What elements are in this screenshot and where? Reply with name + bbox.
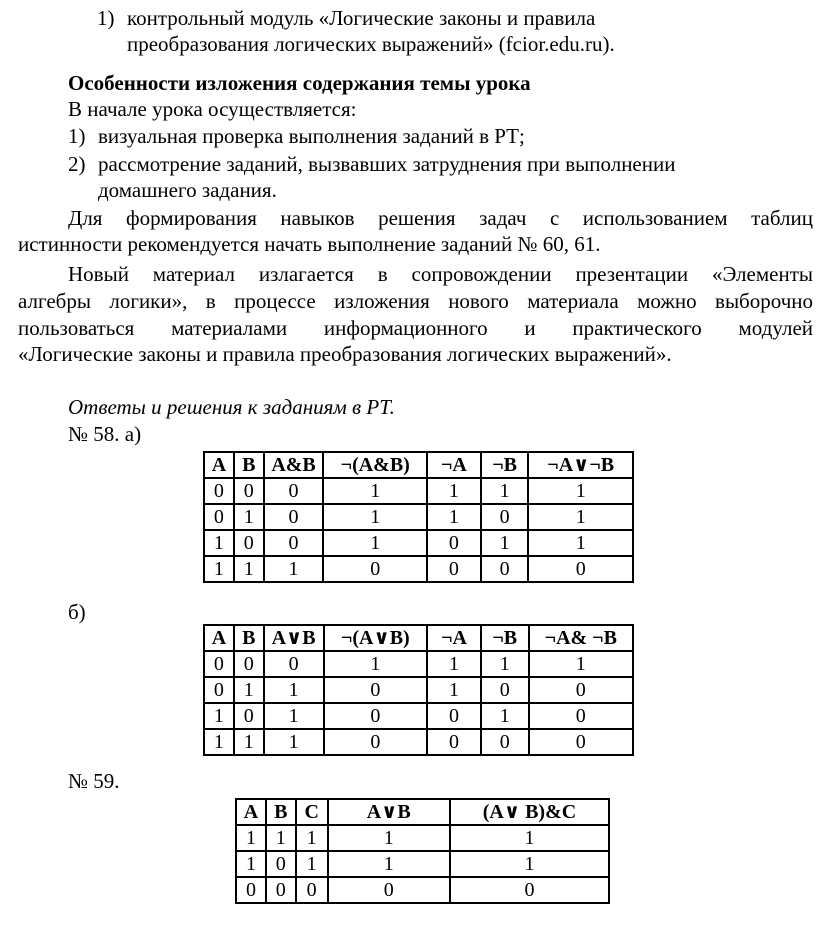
paragraph-1-line2: истинности рекомендуется начать выполнение заданий № 60, 61.	[18, 232, 601, 256]
truth-table-59	[235, 798, 610, 904]
table-cell: 0	[481, 729, 529, 755]
table-row	[204, 530, 633, 556]
table-cell: 0	[204, 677, 234, 703]
list-item-1-text: визуальная проверка выполнения заданий в РТ;	[98, 124, 525, 148]
table-cell: 0	[427, 556, 481, 582]
header-cell: ¬A	[427, 625, 481, 651]
list-item-2-cont: домашнего задания.	[98, 178, 277, 202]
header-cell: B	[234, 452, 264, 478]
table-cell: 1	[323, 530, 427, 556]
table-cell: 1	[323, 504, 427, 530]
section-heading: Особенности изложения содержания темы урока	[68, 71, 531, 95]
table-cell: 1	[427, 651, 481, 677]
section-lead: В начале урока осуществляется:	[68, 97, 357, 121]
table-cell: 0	[296, 877, 328, 903]
table-cell: 0	[481, 677, 529, 703]
table-cell: 0	[450, 877, 609, 903]
intro-item-text: контрольный модуль «Логические законы и правила	[127, 6, 596, 30]
table-cell: 0	[264, 478, 324, 504]
header-cell: ¬A& ¬B	[529, 625, 633, 651]
intro-item-number: 1)	[97, 6, 115, 30]
task-58a-label: № 58. а)	[68, 422, 142, 446]
table-cell: 0	[427, 530, 481, 556]
paragraph-2-line2: алгебры логики», в процессе изложения нового материала можно выборочно	[18, 289, 813, 313]
table-cell: 1	[234, 504, 264, 530]
table-cell: 1	[264, 729, 324, 755]
table-row	[204, 504, 633, 530]
paragraph-2-line3: пользоваться материалами информационного и практического модулей	[18, 316, 813, 340]
table-cell: 1	[236, 825, 266, 851]
table-cell: 1	[328, 825, 450, 851]
table-cell: 0	[324, 677, 428, 703]
table-cell: 0	[323, 556, 427, 582]
table-cell: 1	[204, 729, 234, 755]
task-58b-label: б)	[68, 600, 86, 624]
table-cell: 1	[481, 478, 529, 504]
truth-table-58a	[203, 451, 634, 583]
table-cell: 1	[264, 703, 324, 729]
header-cell: A∨B	[328, 799, 450, 825]
header-cell: B	[234, 625, 264, 651]
table-cell: 0	[204, 504, 234, 530]
table-cell: 1	[204, 530, 234, 556]
table-cell: 1	[528, 504, 633, 530]
table-cell: 0	[204, 651, 234, 677]
table-cell: 0	[264, 651, 324, 677]
table-cell: 1	[323, 478, 427, 504]
header-cell: ¬(A∨B)	[324, 625, 428, 651]
table-row	[204, 651, 633, 677]
table-cell: 1	[234, 556, 264, 582]
table-cell: 0	[264, 530, 324, 556]
table-cell: 1	[264, 677, 324, 703]
table-cell: 0	[481, 556, 529, 582]
table-cell: 1	[234, 677, 264, 703]
header-cell: C	[296, 799, 328, 825]
header-cell: ¬A	[427, 452, 481, 478]
table-row	[204, 478, 633, 504]
table-cell: 1	[328, 851, 450, 877]
header-cell: A&B	[264, 452, 324, 478]
table-cell: 1	[529, 651, 633, 677]
paragraph-2-line1: Новый материал излагается в сопровождении презентации «Элементы	[68, 262, 813, 286]
list-item-2-number: 2)	[68, 152, 86, 176]
header-cell: A	[204, 625, 234, 651]
table-cell: 0	[324, 703, 428, 729]
list-item-1	[68, 123, 525, 149]
table-cell: 1	[481, 703, 529, 729]
header-cell: ¬A∨¬B	[528, 452, 633, 478]
table-row	[236, 877, 609, 903]
table-cell: 1	[234, 729, 264, 755]
table-cell: 0	[234, 530, 264, 556]
table-cell: 0	[328, 877, 450, 903]
truth-table-58b	[203, 624, 634, 756]
list-item-2	[68, 151, 675, 177]
list-item-2-text: рассмотрение заданий, вызвавших затруднения при выполнении	[98, 152, 676, 176]
table-row	[204, 677, 633, 703]
table-header-row	[204, 452, 633, 478]
table-cell: 0	[234, 478, 264, 504]
list-item-1-number: 1)	[68, 124, 86, 148]
header-cell: ¬(A&B)	[323, 452, 427, 478]
table-cell: 0	[234, 703, 264, 729]
table-row	[236, 825, 609, 851]
table-cell: 1	[204, 556, 234, 582]
header-cell: A	[204, 452, 234, 478]
table-header-row	[236, 799, 609, 825]
table-row	[236, 851, 609, 877]
table-cell: 0	[528, 556, 633, 582]
table-cell: 1	[266, 825, 296, 851]
table-cell: 0	[529, 703, 633, 729]
table-cell: 0	[427, 729, 481, 755]
table-cell: 0	[529, 677, 633, 703]
table-cell: 1	[236, 851, 266, 877]
table-cell: 1	[264, 556, 324, 582]
table-cell: 0	[264, 504, 324, 530]
header-cell: ¬B	[481, 625, 529, 651]
table-cell: 1	[450, 825, 609, 851]
table-cell: 0	[324, 729, 428, 755]
table-cell: 0	[266, 851, 296, 877]
table-cell: 1	[528, 478, 633, 504]
header-cell: B	[266, 799, 296, 825]
table-row	[204, 556, 633, 582]
table-cell: 1	[427, 504, 481, 530]
header-cell: A∨B	[264, 625, 324, 651]
table-cell: 1	[204, 703, 234, 729]
table-cell: 1	[528, 530, 633, 556]
paragraph-2-line4: «Логические законы и правила преобразования логических выражений».	[18, 342, 672, 366]
table-cell: 1	[296, 851, 328, 877]
table-cell: 0	[529, 729, 633, 755]
table-header-row	[204, 625, 633, 651]
header-cell: ¬B	[481, 452, 529, 478]
intro-item-line2: преобразования логических выражений» (fcior.edu.ru).	[127, 32, 615, 56]
table-cell: 0	[427, 703, 481, 729]
table-cell: 1	[427, 478, 481, 504]
table-cell: 1	[296, 825, 328, 851]
task-59-label: № 59.	[68, 769, 120, 793]
table-row	[204, 703, 633, 729]
header-cell: (A∨ B)&C	[450, 799, 609, 825]
table-cell: 0	[481, 504, 529, 530]
table-cell: 0	[236, 877, 266, 903]
answers-title: Ответы и решения к заданиям в РТ.	[68, 395, 395, 419]
table-row	[204, 729, 633, 755]
table-cell: 1	[450, 851, 609, 877]
table-cell: 1	[481, 651, 529, 677]
table-cell: 0	[204, 478, 234, 504]
table-cell: 1	[427, 677, 481, 703]
intro-item-line1	[97, 5, 595, 31]
paragraph-1-line1: Для формирования навыков решения задач с использованием таблиц	[68, 206, 813, 230]
table-cell: 0	[234, 651, 264, 677]
header-cell: A	[236, 799, 266, 825]
table-cell: 1	[481, 530, 529, 556]
table-cell: 1	[324, 651, 428, 677]
table-cell: 0	[266, 877, 296, 903]
